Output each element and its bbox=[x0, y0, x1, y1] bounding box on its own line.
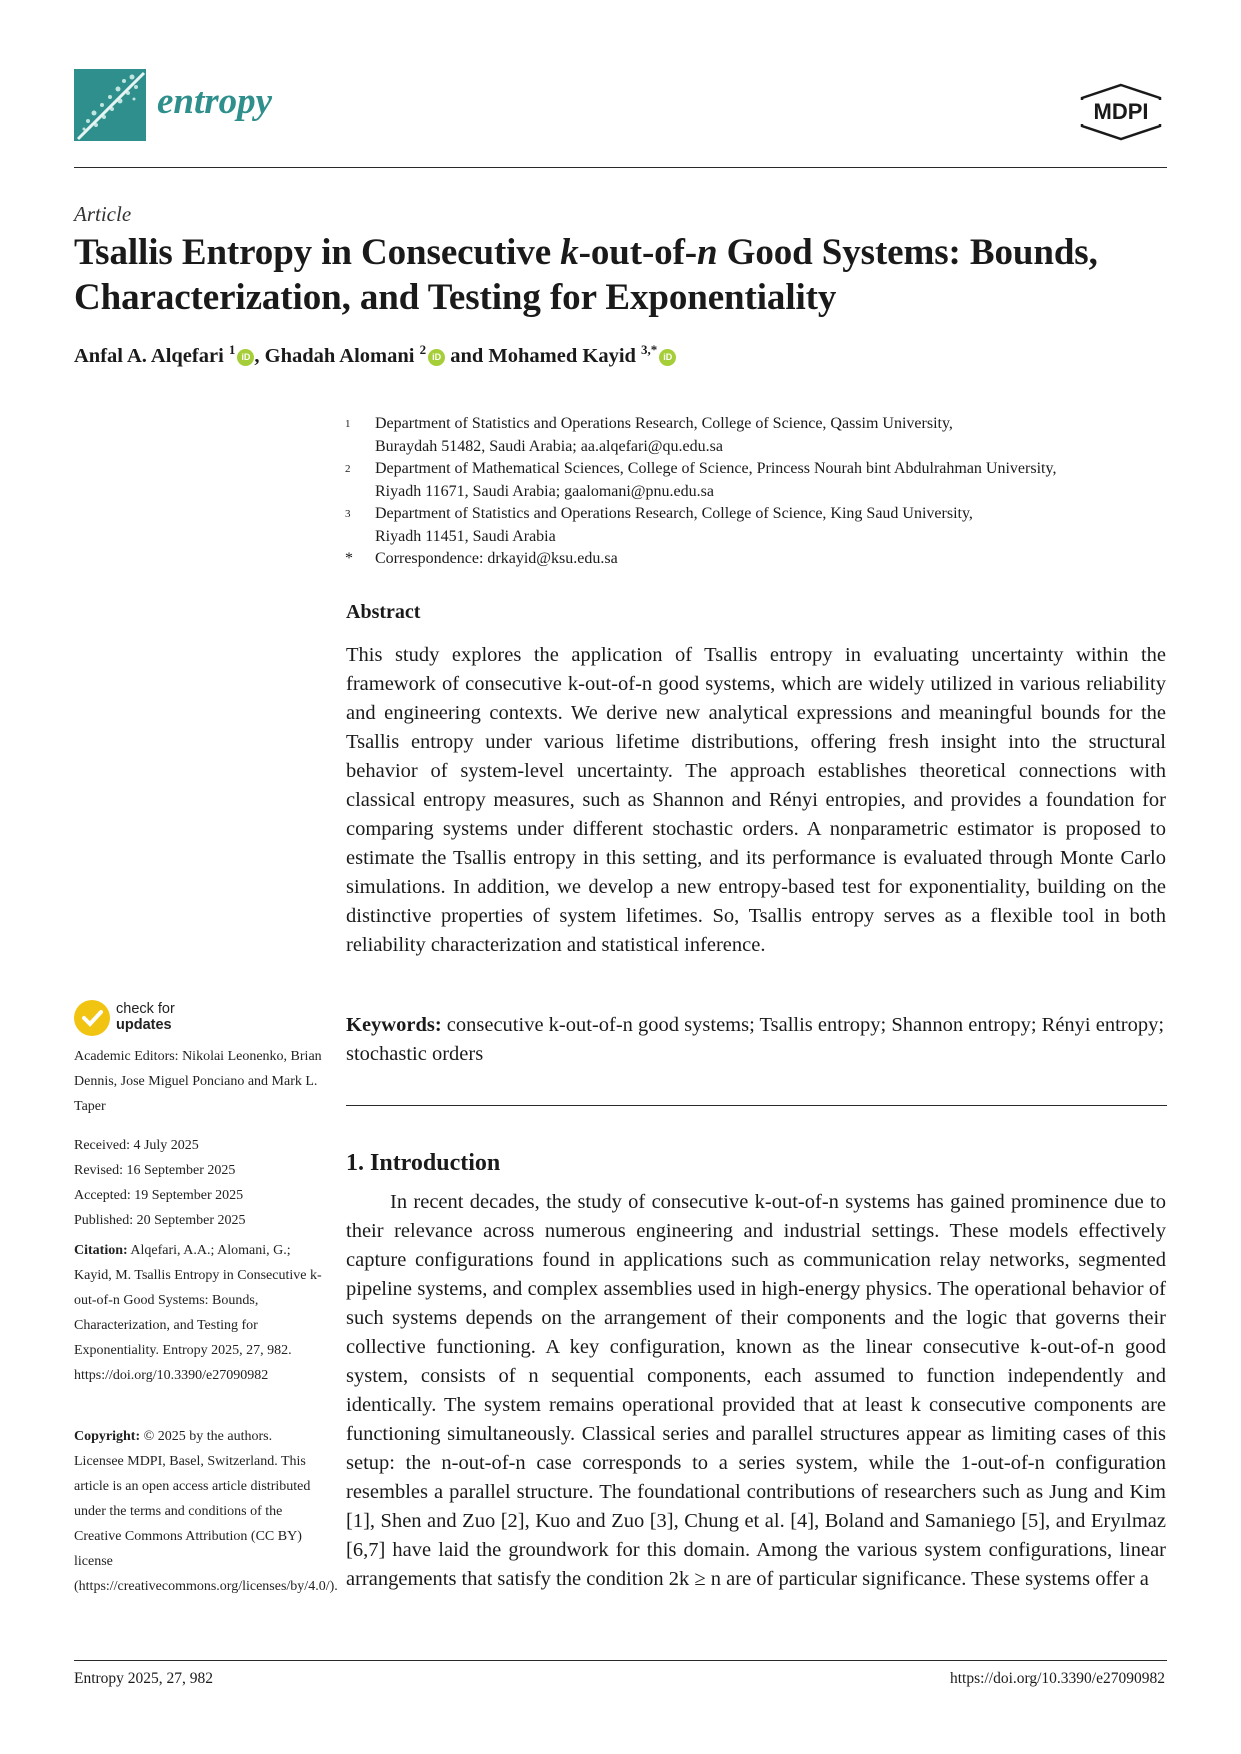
date-revised: Revised: 16 September 2025 bbox=[74, 1163, 236, 1178]
abstract-text: This study explores the application of Tsallis entropy in evaluating uncertainty within the framework of consecutive k-out-of-n good systems, which are widely utilized in various reliability and engineering contexts. We derive new analytical expressions and meaningful bounds for the Tsallis entropy under various lifetime distributions, offering fresh insight into the structural behavior of system-level uncertainty. The approach establishes theoretical connections with classical entropy measures, such as Shannon and Rényi entropies, and provides a foundation for comparing systems under different stochastic orders. A nonparametric estimator is proposed to estimate the Tsallis entropy in this setting, and its performance is evaluated through Monte Carlo simulations. In addition, we develop a new entropy-based test for exponentiality, building on the distinctive properties of system lifetimes. So, Tsallis entropy serves as a flexible tool in both reliability characterization and statistical inference. bbox=[346, 644, 1166, 956]
copyright-block bbox=[74, 1424, 338, 1599]
author-list: Anfal A. Alqefari $^1$ iD , Ghadah Alomani $^2$ iD and Mohamed Kayid $^{3,*}$ iD bbox=[74, 342, 676, 368]
introduction-text: In recent decades, the study of consecutive k-out-of-n systems has gained prominence due to their relevance across numerous engineering and industrial settings. These models effectively capture configurations found in applications such as communication relay networks, segmented pipeline systems, and complex assemblies used in high-energy physics. The operational behavior of such systems depends on the arrangement of their components and the logic that governs their collective functioning. A key configuration, known as the linear consecutive k-out-of-n good system, consists of n sequential components, each assumed to function independently and identically. The system remains operational provided that at least k consecutive components are functioning simultaneously. Classical series and parallel structures appear as limiting cases of this setup: the n-out-of-n case corresponds to a series system, while the 1-out-of-n configuration resembles a parallel structure. The foundational contributions of researchers such as Jung and Kim [1], Shen and Zuo [2], Kuo and Zuo [3], Chung et al. [4], Boland and Samaniego [5], and Eryılmaz [6,7] have laid the groundwork for this domain. Among the various system configurations, linear arrangements that satisfy the condition 2k ≥ n are of particular significance. These systems offer a bbox=[346, 1191, 1166, 1590]
footer-rule bbox=[74, 1660, 1167, 1661]
paper-title: Tsallis Entropy in Consecutive k-out-of-n Good Systems: Bounds, Characterization, and Testing for Exponentiality bbox=[74, 232, 1098, 318]
publisher-name: MDPI bbox=[1093, 99, 1149, 124]
affiliations bbox=[345, 413, 1175, 571]
orcid-icon[interactable]: iD bbox=[659, 349, 676, 366]
author-name: Anfal A. Alqefari bbox=[74, 344, 224, 367]
citation-text: Alqefari, A.A.; Alomani, G.; Kayid, M. Tsallis Entropy in Consecutive k-out-of-n Good Systems: Bounds, Characterization, and Testing for Exponentiality. Entropy 2025, 27, 982. https://doi.org/10.3390/e27090982 bbox=[74, 1243, 322, 1383]
date-received: Received: 4 July 2025 bbox=[74, 1138, 199, 1153]
affiliation-item: 3 Department of Statistics and Operations Research, College of Science, King Saud University, Riyadh 11451, Saudi Arabia bbox=[345, 505, 973, 545]
journal-logo bbox=[74, 69, 146, 141]
article-type: Article bbox=[74, 202, 132, 226]
author-affiliation: 1 bbox=[228, 342, 236, 357]
footer-doi-link[interactable]: https://doi.org/10.3390/e27090982 bbox=[950, 1670, 1165, 1687]
orcid-icon[interactable]: iD bbox=[237, 349, 254, 366]
keywords bbox=[346, 1011, 1166, 1069]
citation-block bbox=[74, 1238, 324, 1388]
abstract-rule bbox=[346, 1105, 1167, 1106]
orcid-icon[interactable]: iD bbox=[428, 349, 445, 366]
section-heading-introduction: 1. Introduction bbox=[346, 1150, 501, 1176]
author-name: Mohamed Kayid bbox=[488, 344, 636, 367]
author-affiliation: 2 bbox=[419, 342, 427, 357]
date-accepted: Accepted: 19 September 2025 bbox=[74, 1188, 244, 1203]
check-updates-icon bbox=[74, 1000, 110, 1036]
footer-journal-ref: Entropy 2025, 27, 982 bbox=[74, 1670, 214, 1687]
keywords-text: consecutive k-out-of-n good systems; Tsallis entropy; Shannon entropy; Rényi entropy; stochastic orders bbox=[346, 1014, 1165, 1065]
keywords-label: Keywords: bbox=[346, 1014, 442, 1036]
affiliation-item: 2 Department of Mathematical Sciences, College of Science, Princess Nourah bint Abdulrahman University, Riyadh 11671, Saudi Arabia; gaalomani@pnu.edu.sa bbox=[345, 460, 1057, 500]
header-rule bbox=[74, 167, 1167, 168]
publication-dates bbox=[74, 1133, 324, 1233]
check-for-updates-button[interactable]: check for updates bbox=[74, 1000, 204, 1040]
copyright-label: Copyright: bbox=[74, 1429, 141, 1444]
journal-name: entropy bbox=[157, 81, 273, 122]
correspondence: * Correspondence: drkayid@ksu.edu.sa bbox=[345, 550, 618, 567]
affiliation-item: 1 Department of Statistics and Operations Research, College of Science, Qassim University, Buraydah 51482, Saudi Arabia; aa.alqefari@qu.edu.sa bbox=[345, 415, 953, 455]
author-affiliation: 3,* bbox=[641, 342, 658, 357]
academic-editors: Academic Editors: Nikolai Leonenko, Brian Dennis, Jose Miguel Ponciano and Mark L. Taper bbox=[74, 1049, 322, 1114]
publisher-logo bbox=[1074, 82, 1168, 142]
abstract-heading: Abstract bbox=[346, 601, 421, 623]
copyright-text: © 2025 by the authors. Licensee MDPI, Basel, Switzerland. This article is an open access article distributed under the terms and conditions of the Creative Commons Attribution (CC BY) license (https://creativecommons.org/licenses/by/4.0/). bbox=[74, 1429, 338, 1594]
citation-label: Citation: bbox=[74, 1243, 128, 1258]
author-name: Ghadah Alomani bbox=[264, 344, 415, 367]
date-published: Published: 20 September 2025 bbox=[74, 1213, 246, 1228]
